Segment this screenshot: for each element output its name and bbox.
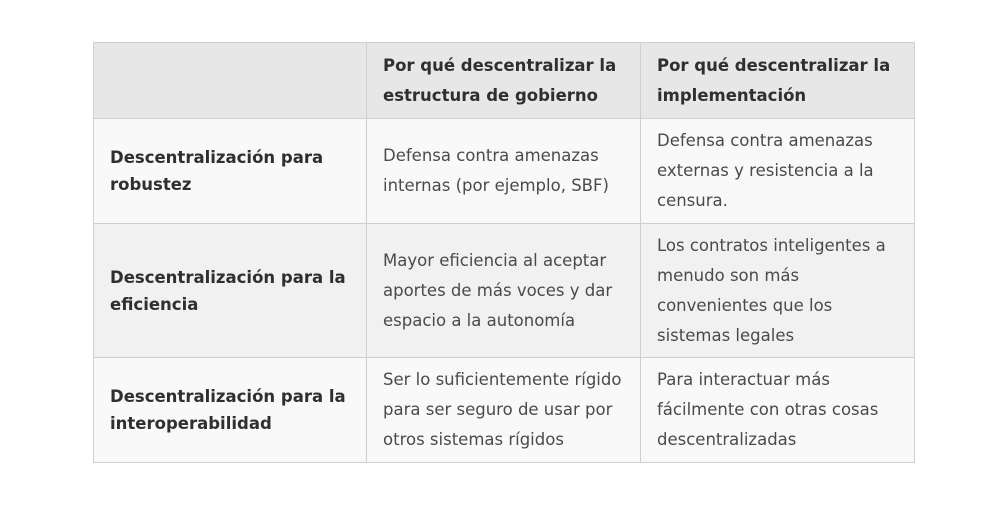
implementation-cell: Defensa contra amenazas externas y resistencia a la censura. — [641, 119, 915, 224]
table-row — [94, 358, 915, 463]
header-implementation: Por qué descentralizar la implementación — [641, 43, 915, 119]
comparison-table — [93, 42, 915, 463]
row-label: Descentralización para la eficiencia — [94, 224, 367, 358]
row-label: Descentralización para robustez — [94, 119, 367, 224]
header-corner-cell — [94, 43, 367, 119]
table-row — [94, 224, 915, 358]
header-row — [94, 43, 915, 119]
governance-cell: Ser lo suficientemente rígido para ser seguro de usar por otros sistemas rígidos — [367, 358, 641, 463]
table-body — [94, 119, 915, 463]
table-row — [94, 119, 915, 224]
row-label: Descentralización para la interoperabilidad — [94, 358, 367, 463]
governance-cell: Defensa contra amenazas internas (por ejemplo, SBF) — [367, 119, 641, 224]
implementation-cell: Los contratos inteligentes a menudo son más convenientes que los sistemas legales — [641, 224, 915, 358]
governance-cell: Mayor eficiencia al aceptar aportes de más voces y dar espacio a la autonomía — [367, 224, 641, 358]
table-header — [94, 43, 915, 119]
implementation-cell: Para interactuar más fácilmente con otras cosas descentralizadas — [641, 358, 915, 463]
header-governance: Por qué descentralizar la estructura de gobierno — [367, 43, 641, 119]
